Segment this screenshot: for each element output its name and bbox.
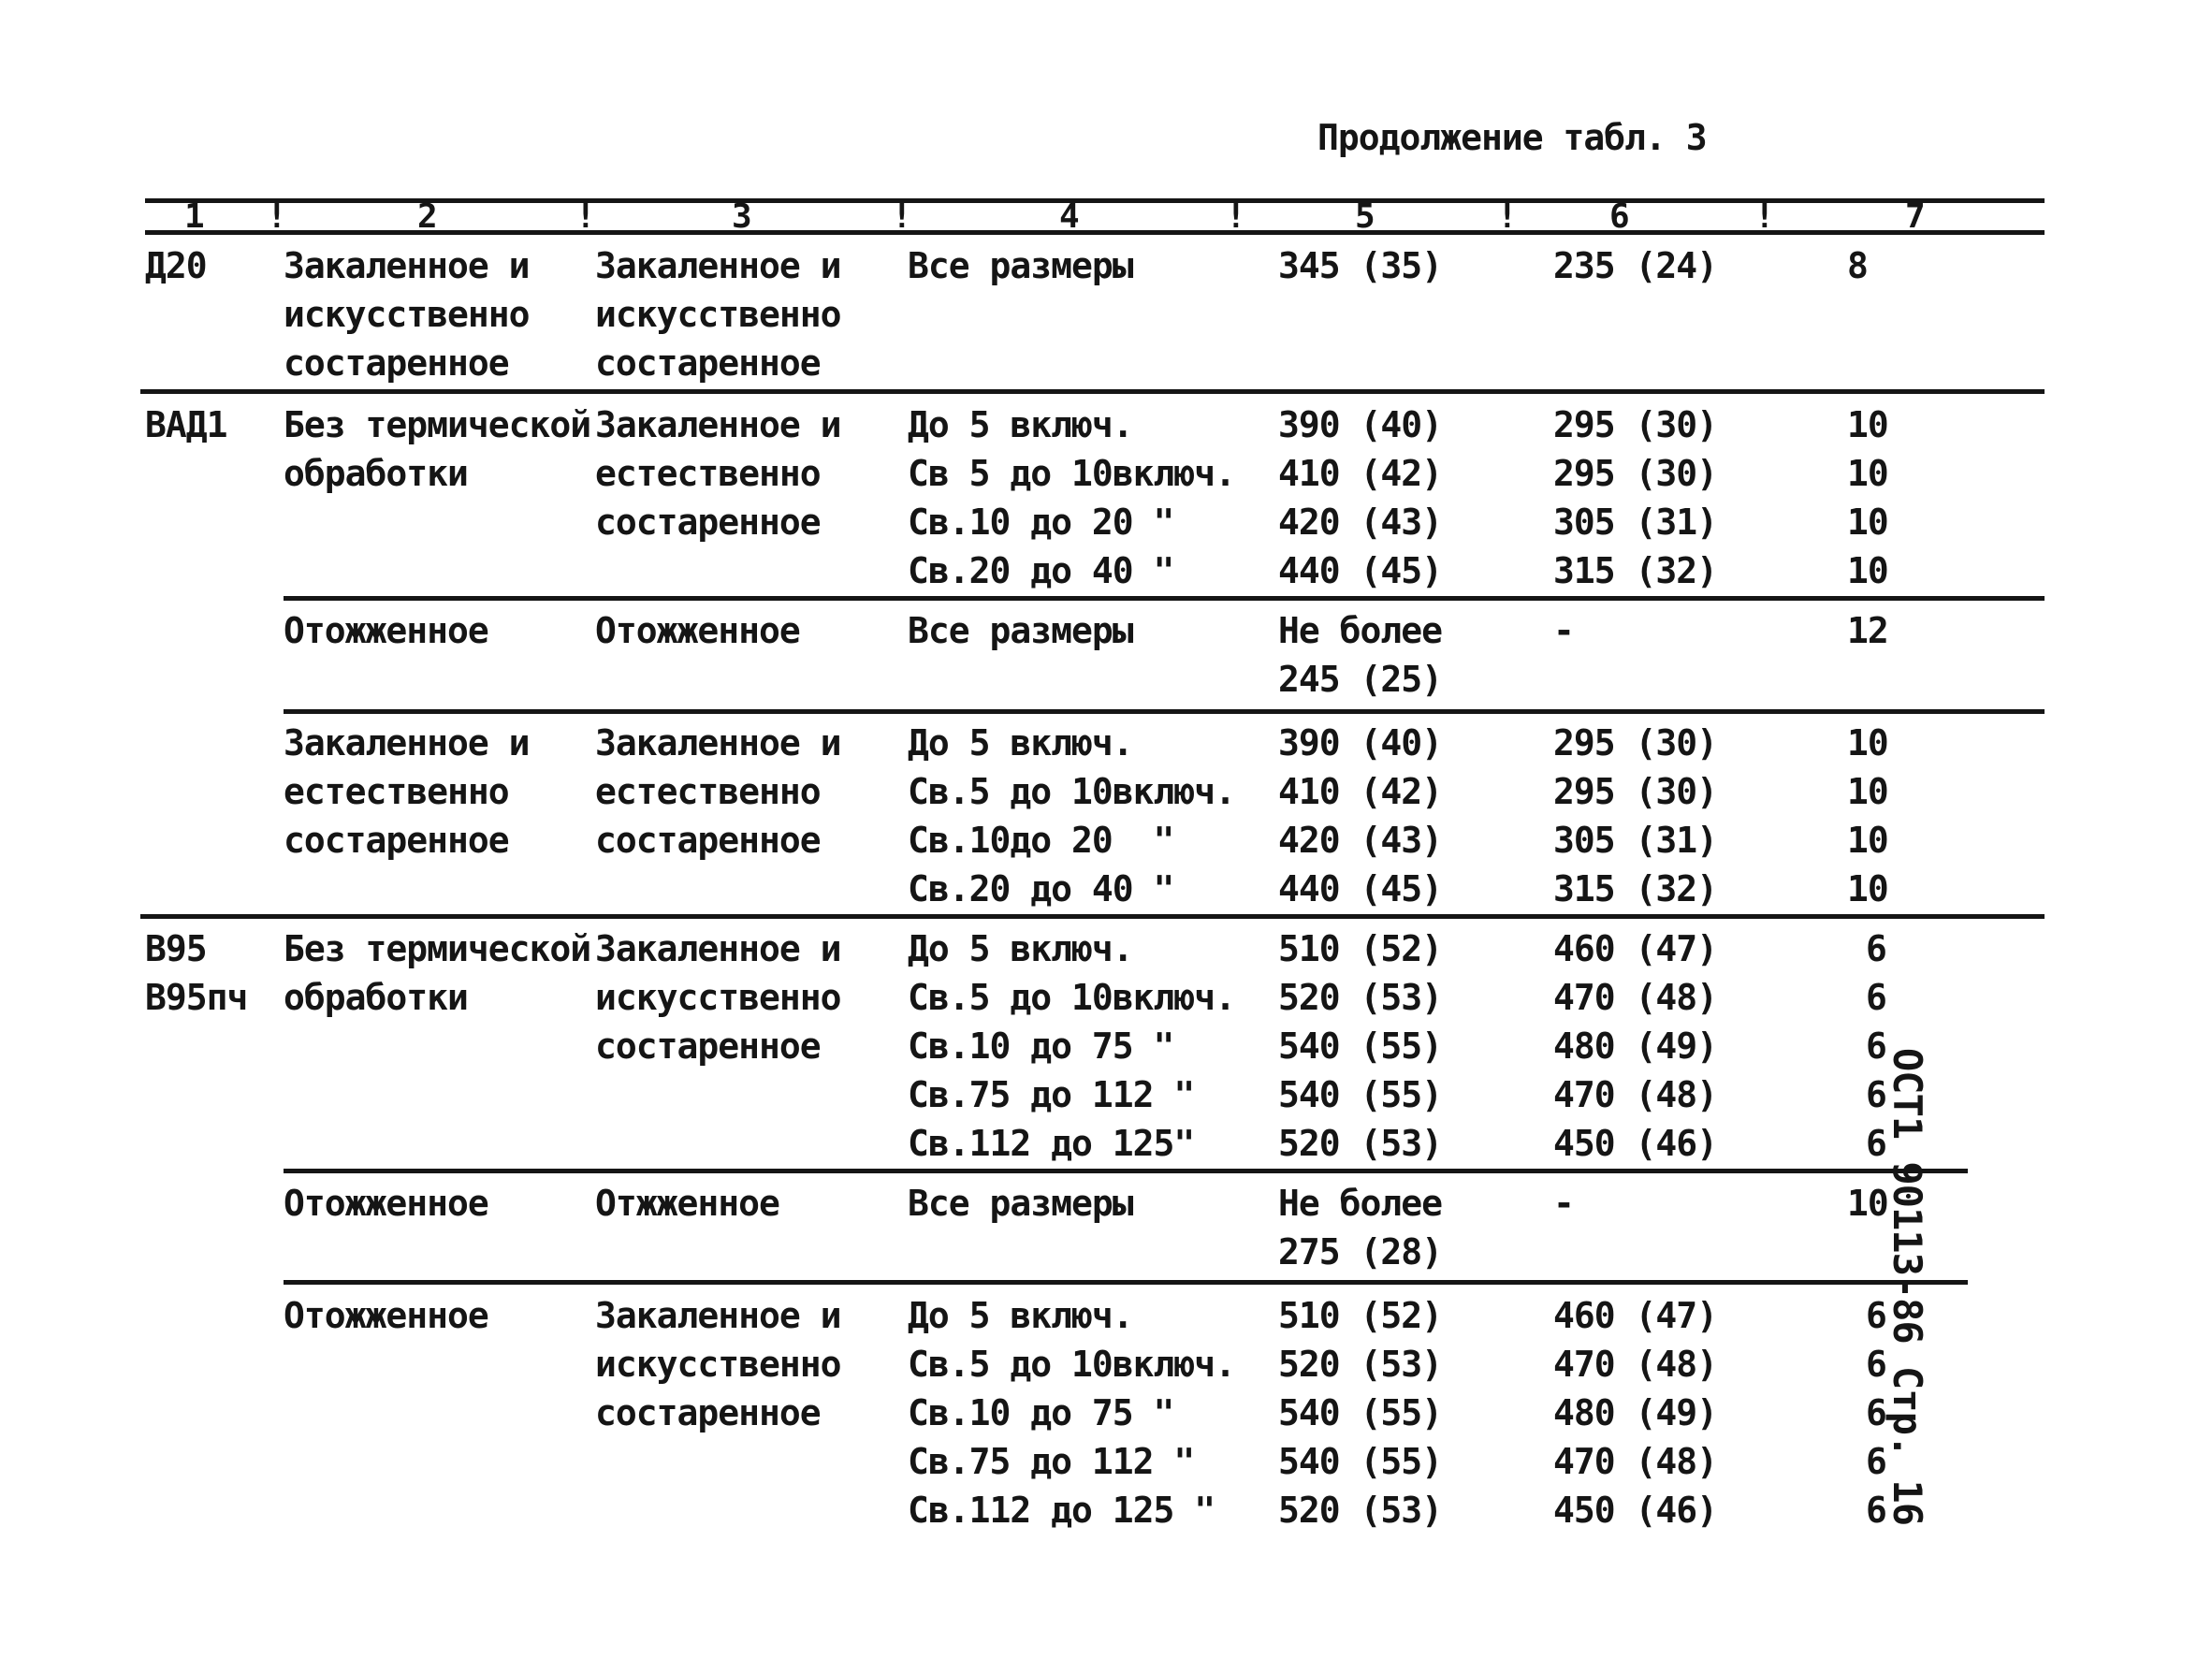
table-cell: Отожженное	[284, 610, 488, 651]
header-separator: !	[892, 197, 912, 236]
table-cell: -	[1553, 610, 1574, 651]
column-header-5: 5	[1355, 197, 1375, 236]
table-cell: 510 (52) 520 (53) 540 (55) 540 (55) 520 (53)	[1278, 1295, 1443, 1531]
table-continuation-caption: Продолжение табл. 3	[1317, 117, 1707, 158]
header-separator: !	[1754, 197, 1775, 236]
table-cell: 12	[1847, 610, 1888, 651]
table-cell: 390 (40) 410 (42) 420 (43) 440 (45)	[1278, 722, 1443, 909]
table-cell: Д20	[145, 245, 207, 286]
table-cell: 345 (35)	[1278, 245, 1443, 286]
column-header-7: 7	[1905, 197, 1926, 236]
table-cell: Закаленное и естественно состаренное	[284, 722, 530, 861]
row-separator	[140, 389, 2045, 394]
column-header-6: 6	[1609, 197, 1630, 236]
header-separator: !	[1497, 197, 1518, 236]
table-cell: В95 В95пч	[145, 928, 248, 1018]
table-cell: Закаленное и искусственно состаренное	[595, 245, 841, 384]
table-cell: Закаленное и естественно состаренное	[595, 722, 841, 861]
table-cell: Отожженное	[595, 610, 800, 651]
table-cell: Все размеры	[908, 245, 1133, 286]
table-cell: 6 6 6 6 6	[1866, 928, 1886, 1164]
table-cell: Без термической обработки	[284, 928, 591, 1018]
column-header-4: 4	[1059, 197, 1080, 236]
table-cell: 295 (30) 295 (30) 305 (31) 315 (32)	[1553, 722, 1718, 909]
table-cell: Не более 275 (28)	[1278, 1183, 1443, 1273]
table-cell: До 5 включ. Св.5 до 10включ. Св.10 до 75 " Св.75 до 112 " Св.112 до 125 "	[908, 1295, 1236, 1531]
table-cell: 10 10 10 10	[1847, 722, 1888, 909]
column-header-1: 1	[184, 197, 205, 236]
table-cell: До 5 включ. Св.5 до 10включ. Св.10 до 75 " Св.75 до 112 " Св.112 до 125"	[908, 928, 1236, 1164]
table-cell: 460 (47) 470 (48) 480 (49) 470 (48) 450 (46)	[1553, 1295, 1718, 1531]
table-cell: 8	[1847, 245, 1868, 286]
row-separator	[284, 596, 2045, 601]
table-cell: До 5 включ. Св.5 до 10включ. Св.10до 20 " Св.20 до 40 "	[908, 722, 1236, 909]
row-separator	[140, 914, 2045, 919]
header-separator: !	[1226, 197, 1246, 236]
table-cell: 390 (40) 410 (42) 420 (43) 440 (45)	[1278, 404, 1443, 591]
page-code-vertical: ОСТ1 90113-86 Стр. 16	[1885, 1048, 1930, 1526]
table-cell: Все размеры	[908, 1183, 1133, 1224]
table-cell: 460 (47) 470 (48) 480 (49) 470 (48) 450 (46)	[1553, 928, 1718, 1164]
table-cell: ВАД1	[145, 404, 227, 445]
row-separator	[284, 1280, 1968, 1285]
table-cell: 10 10 10 10	[1847, 404, 1888, 591]
table-cell: Все размеры	[908, 610, 1133, 651]
table-cell: Отожженное	[284, 1183, 488, 1224]
table-cell: Отжженное	[595, 1183, 779, 1224]
column-header-3: 3	[732, 197, 752, 236]
header-separator: !	[267, 197, 287, 236]
table-cell: Закаленное и искусственно состаренное	[595, 1295, 841, 1433]
column-header-2: 2	[417, 197, 438, 236]
table-cell: Без термической обработки	[284, 404, 591, 494]
table-cell: Закаленное и искусственно состаренное	[595, 928, 841, 1067]
row-separator	[284, 1169, 1968, 1173]
table-cell: 510 (52) 520 (53) 540 (55) 540 (55) 520 (53)	[1278, 928, 1443, 1164]
table-cell: 10	[1847, 1183, 1888, 1224]
table-cell: 6 6 6 6 6	[1866, 1295, 1886, 1531]
header-separator: !	[575, 197, 596, 236]
table-cell: Закаленное и искусственно состаренное	[284, 245, 530, 384]
table-cell: 235 (24)	[1553, 245, 1718, 286]
table-cell: Закаленное и естественно состаренное	[595, 404, 841, 543]
row-separator	[284, 709, 2045, 714]
table-cell: До 5 включ. Св 5 до 10включ. Св.10 до 20 " Св.20 до 40 "	[908, 404, 1236, 591]
table-cell: Отожженное	[284, 1295, 488, 1336]
table-cell: Не более 245 (25)	[1278, 610, 1443, 700]
table-cell: -	[1553, 1183, 1574, 1224]
table-cell: 295 (30) 295 (30) 305 (31) 315 (32)	[1553, 404, 1718, 591]
